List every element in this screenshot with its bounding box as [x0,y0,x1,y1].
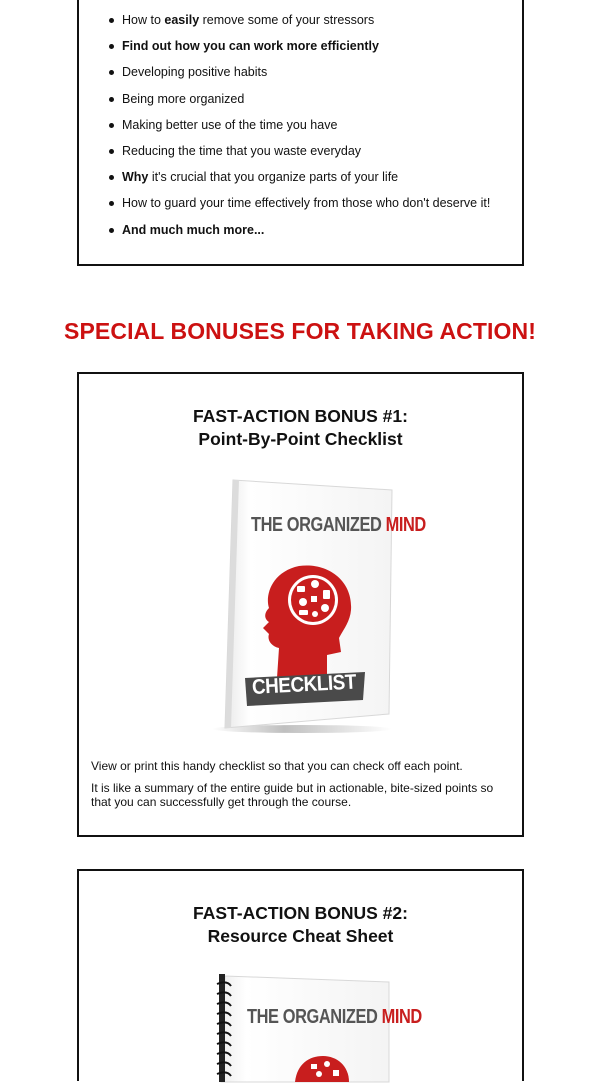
benefit-item: Reducing the time that you waste everyday [109,144,490,159]
benefit-item: And much much more... [109,223,490,238]
benefits-list [109,13,490,249]
bonus-1-desc-p2: It is like a summary of the entire guide but in actionable, bite-sized points so that you can successfully get through the course. [91,781,494,809]
benefit-item: Why it's crucial that you organize parts of your life [109,170,490,185]
benefit-item: How to guard your time effectively from those who don't deserve it! [109,196,490,211]
cover-title: THE ORGANIZED MIND [247,1006,422,1028]
benefit-item: How to easily remove some of your stressors [109,13,490,28]
bonus-1-box [77,372,524,837]
bonus-2-title-line2: Resource Cheat Sheet [207,926,394,946]
head-profile-brain-icon [275,1052,355,1082]
benefits-box [77,0,524,266]
bonus-1-cover-image [207,476,426,738]
spiral-binding-icon [213,972,235,1082]
bonus-1-title-line2: Point-By-Point Checklist [198,429,403,449]
benefit-item: Being more organized [109,92,490,107]
cover-title: THE ORGANIZED MIND [251,514,426,536]
checklist-badge-label: CHECKLIST [251,670,357,699]
bonus-1-desc-p1: View or print this handy checklist so that you can check off each point. [91,759,463,773]
benefit-item: Find out how you can work more efficiently [109,39,490,54]
benefit-item: Developing positive habits [109,65,490,80]
bonus-2-title-line1: FAST-ACTION BONUS #2: [193,903,408,923]
bonus-1-title [79,405,522,451]
bonus-2-box [77,869,524,1081]
bonus-2-cover-image [211,972,422,1082]
bonus-1-title-line1: FAST-ACTION BONUS #1: [193,406,408,426]
head-profile-brain-icon [257,560,357,680]
benefit-item: Making better use of the time you have [109,118,490,133]
bonuses-heading: SPECIAL BONUSES FOR TAKING ACTION! [64,318,536,344]
bonus-2-title [79,902,522,948]
bonus-1-description [91,759,511,817]
